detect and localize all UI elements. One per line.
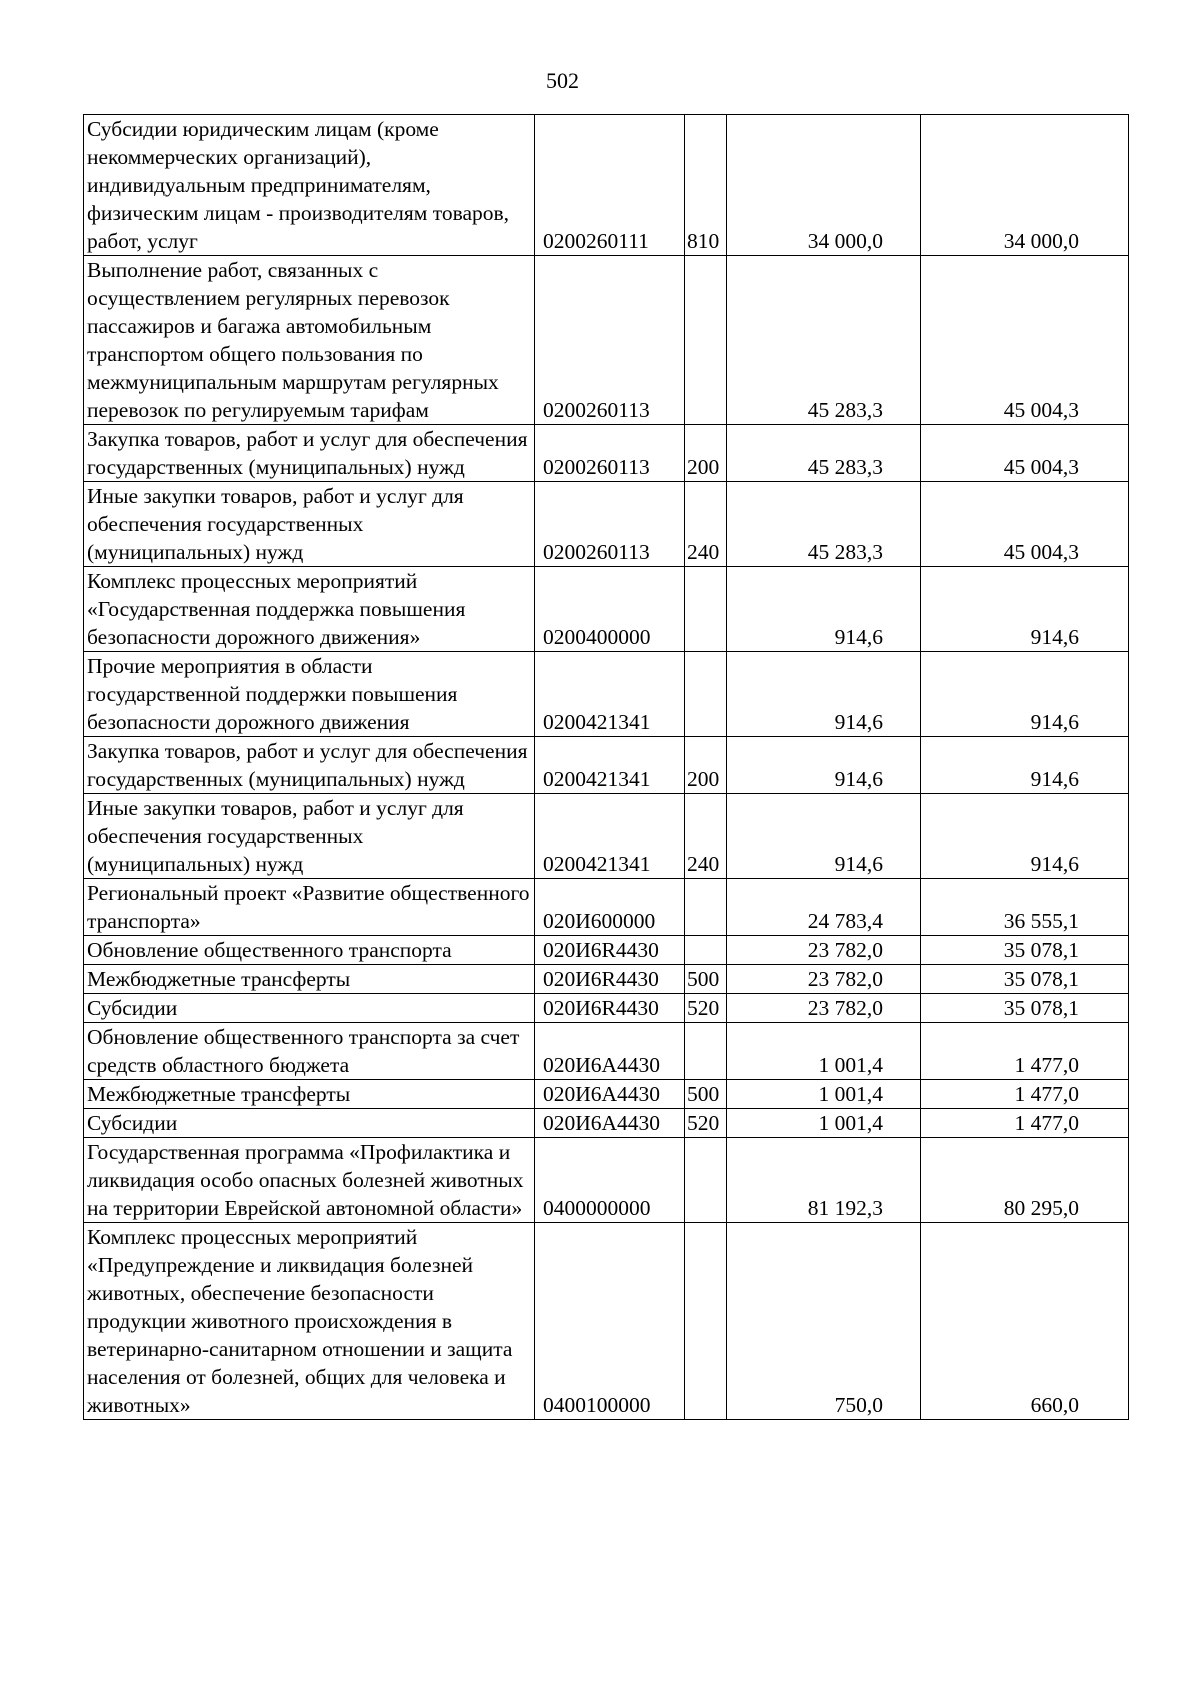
row-value-2-cell: 35 078,1 xyxy=(921,936,1129,965)
row-value-1-cell: 914,6 xyxy=(727,652,921,737)
row-value-2-cell: 914,6 xyxy=(921,652,1129,737)
row-code-cell: 0400100000 xyxy=(535,1223,685,1420)
row-value-1-cell: 45 283,3 xyxy=(727,256,921,425)
table-row xyxy=(84,1109,1129,1138)
row-name-cell: Закупка товаров, работ и услуг для обеспечения государственных (муниципальных) нужд xyxy=(84,425,535,482)
row-name-cell: Субсидии xyxy=(84,994,535,1023)
row-value-1-cell: 23 782,0 xyxy=(727,965,921,994)
row-value-2-cell: 914,6 xyxy=(921,567,1129,652)
row-code-cell: 020И6А4430 xyxy=(535,1080,685,1109)
row-value-2-cell: 914,6 xyxy=(921,737,1129,794)
row-vr-cell xyxy=(685,1138,727,1223)
row-vr-cell: 520 xyxy=(685,1109,727,1138)
row-name-cell: Государственная программа «Профилактика и ликвидация особо опасных болезней животных на территории Еврейской автономной области» xyxy=(84,1138,535,1223)
row-value-1-cell: 914,6 xyxy=(727,794,921,879)
table-row xyxy=(84,1223,1129,1420)
row-code-cell: 020И600000 xyxy=(535,879,685,936)
row-value-2-cell: 660,0 xyxy=(921,1223,1129,1420)
row-vr-cell xyxy=(685,567,727,652)
row-code-cell: 0200260113 xyxy=(535,256,685,425)
row-vr-cell xyxy=(685,652,727,737)
row-vr-cell xyxy=(685,1223,727,1420)
row-value-1-cell: 914,6 xyxy=(727,567,921,652)
row-value-2-cell: 35 078,1 xyxy=(921,965,1129,994)
row-name-cell: Комплекс процессных мероприятий «Предупреждение и ликвидация болезней животных, обеспечение безопасности продукции животного происхождения в ветеринарно-санитарном отношении и защита населения от болезней, общих для человека и животных» xyxy=(84,1223,535,1420)
row-code-cell: 0200260113 xyxy=(535,425,685,482)
row-value-1-cell: 23 782,0 xyxy=(727,936,921,965)
row-vr-cell xyxy=(685,936,727,965)
table-row xyxy=(84,879,1129,936)
row-name-cell: Прочие мероприятия в области государственной поддержки повышения безопасности дорожного движения xyxy=(84,652,535,737)
table-row xyxy=(84,737,1129,794)
row-vr-cell: 500 xyxy=(685,965,727,994)
row-name-cell: Закупка товаров, работ и услуг для обеспечения государственных (муниципальных) нужд xyxy=(84,737,535,794)
row-code-cell: 020И6А4430 xyxy=(535,1023,685,1080)
row-value-1-cell: 1 001,4 xyxy=(727,1080,921,1109)
row-code-cell: 0400000000 xyxy=(535,1138,685,1223)
row-value-2-cell: 1 477,0 xyxy=(921,1109,1129,1138)
row-value-2-cell: 914,6 xyxy=(921,794,1129,879)
row-code-cell: 020И6А4430 xyxy=(535,1109,685,1138)
row-name-cell: Иные закупки товаров, работ и услуг для обеспечения государственных (муниципальных) нужд xyxy=(84,794,535,879)
row-value-1-cell: 914,6 xyxy=(727,737,921,794)
row-name-cell: Иные закупки товаров, работ и услуг для обеспечения государственных (муниципальных) нужд xyxy=(84,482,535,567)
table-row xyxy=(84,1080,1129,1109)
row-vr-cell xyxy=(685,1023,727,1080)
table-row xyxy=(84,652,1129,737)
row-vr-cell xyxy=(685,879,727,936)
row-value-2-cell: 36 555,1 xyxy=(921,879,1129,936)
row-value-2-cell: 45 004,3 xyxy=(921,256,1129,425)
row-vr-cell xyxy=(685,256,727,425)
row-value-2-cell: 35 078,1 xyxy=(921,994,1129,1023)
table-row xyxy=(84,482,1129,567)
row-vr-cell: 520 xyxy=(685,994,727,1023)
table-row xyxy=(84,1023,1129,1080)
row-name-cell: Субсидии юридическим лицам (кроме некоммерческих организаций), индивидуальным предпринимателям, физическим лицам - производителям товаров, работ, услуг xyxy=(84,115,535,256)
row-code-cell: 0200421341 xyxy=(535,794,685,879)
table-row xyxy=(84,425,1129,482)
row-value-2-cell: 80 295,0 xyxy=(921,1138,1129,1223)
table-row xyxy=(84,994,1129,1023)
row-code-cell: 020И6R4430 xyxy=(535,936,685,965)
row-vr-cell: 200 xyxy=(685,425,727,482)
page-number: 502 xyxy=(546,68,579,93)
table-row xyxy=(84,115,1129,256)
row-value-2-cell: 1 477,0 xyxy=(921,1080,1129,1109)
row-value-1-cell: 45 283,3 xyxy=(727,482,921,567)
row-vr-cell: 240 xyxy=(685,482,727,567)
row-code-cell: 020И6R4430 xyxy=(535,965,685,994)
row-vr-cell: 240 xyxy=(685,794,727,879)
table-row xyxy=(84,1138,1129,1223)
row-value-1-cell: 34 000,0 xyxy=(727,115,921,256)
row-value-1-cell: 1 001,4 xyxy=(727,1023,921,1080)
row-value-1-cell: 24 783,4 xyxy=(727,879,921,936)
row-code-cell: 0200260111 xyxy=(535,115,685,256)
row-value-1-cell: 750,0 xyxy=(727,1223,921,1420)
row-name-cell: Субсидии xyxy=(84,1109,535,1138)
table-row xyxy=(84,965,1129,994)
row-value-1-cell: 1 001,4 xyxy=(727,1109,921,1138)
row-name-cell: Межбюджетные трансферты xyxy=(84,1080,535,1109)
budget-table xyxy=(83,114,1129,1420)
table-row xyxy=(84,256,1129,425)
row-name-cell: Выполнение работ, связанных с осуществлением регулярных перевозок пассажиров и багажа автомобильным транспортом общего пользования по межмуниципальным маршрутам регулярных перевозок по регулируемым тарифам xyxy=(84,256,535,425)
row-vr-cell: 810 xyxy=(685,115,727,256)
row-name-cell: Обновление общественного транспорта xyxy=(84,936,535,965)
row-code-cell: 0200260113 xyxy=(535,482,685,567)
row-name-cell: Межбюджетные трансферты xyxy=(84,965,535,994)
row-value-1-cell: 23 782,0 xyxy=(727,994,921,1023)
row-name-cell: Обновление общественного транспорта за счет средств областного бюджета xyxy=(84,1023,535,1080)
table-row xyxy=(84,567,1129,652)
row-vr-cell: 200 xyxy=(685,737,727,794)
row-value-1-cell: 45 283,3 xyxy=(727,425,921,482)
row-value-2-cell: 45 004,3 xyxy=(921,425,1129,482)
row-vr-cell: 500 xyxy=(685,1080,727,1109)
row-code-cell: 020И6R4430 xyxy=(535,994,685,1023)
row-name-cell: Региональный проект «Развитие общественного транспорта» xyxy=(84,879,535,936)
row-value-1-cell: 81 192,3 xyxy=(727,1138,921,1223)
row-code-cell: 0200421341 xyxy=(535,652,685,737)
row-code-cell: 0200400000 xyxy=(535,567,685,652)
row-name-cell: Комплекс процессных мероприятий «Государственная поддержка повышения безопасности дорожного движения» xyxy=(84,567,535,652)
row-value-2-cell: 34 000,0 xyxy=(921,115,1129,256)
table-row xyxy=(84,936,1129,965)
row-value-2-cell: 1 477,0 xyxy=(921,1023,1129,1080)
row-code-cell: 0200421341 xyxy=(535,737,685,794)
row-value-2-cell: 45 004,3 xyxy=(921,482,1129,567)
table-row xyxy=(84,794,1129,879)
